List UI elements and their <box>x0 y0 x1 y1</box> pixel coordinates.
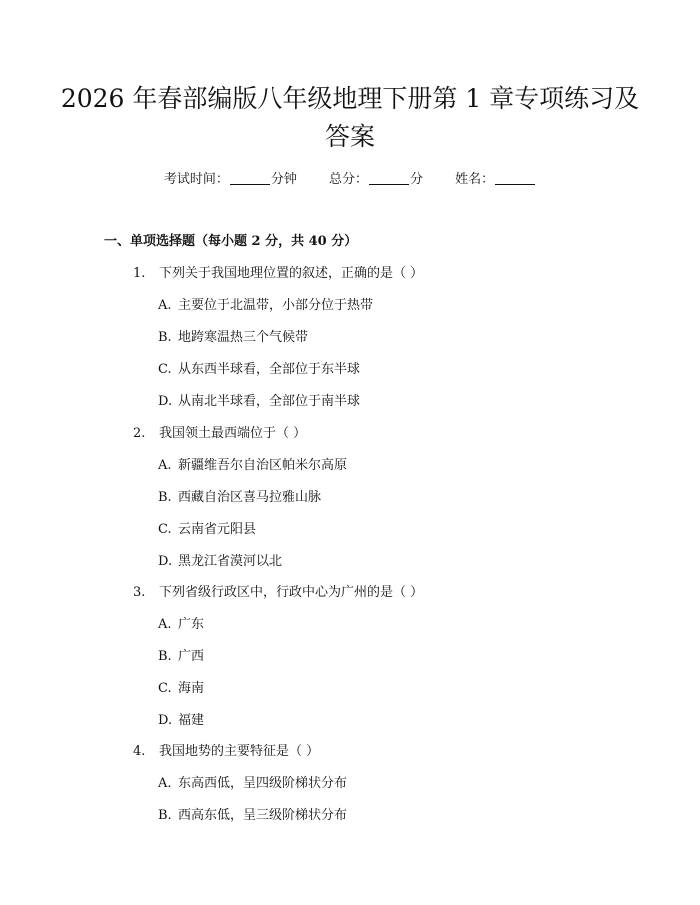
total-score-field <box>329 172 427 187</box>
question-text: 下列省级行政区中，行政中心为广州的是（ ） <box>159 585 424 600</box>
page-title: 2026 年春部编版八年级地理下册第 1 章专项练习及答案 <box>60 84 640 151</box>
option-letter: D. <box>158 394 173 409</box>
option-letter: D. <box>158 713 173 728</box>
question-number: 4. <box>133 744 146 759</box>
option-letter: A. <box>158 298 172 313</box>
option-text: 西藏自治区喜马拉雅山脉 <box>178 490 322 505</box>
option-letter: B. <box>158 330 172 345</box>
name-label: 姓名： <box>455 172 495 187</box>
total-score-unit: 分 <box>410 172 424 187</box>
question-3 <box>133 581 423 600</box>
option-letter: C. <box>158 362 172 377</box>
option-text: 广东 <box>178 617 205 632</box>
option-text: 从南北半球看，全部位于南半球 <box>178 394 361 409</box>
option-2b <box>158 486 321 505</box>
question-text: 我国地势的主要特征是（ ） <box>159 744 320 759</box>
option-text: 广西 <box>178 649 205 664</box>
question-number: 2. <box>133 426 146 441</box>
option-letter: B. <box>158 490 172 505</box>
exam-time-blank <box>230 172 270 185</box>
option-letter: C. <box>158 522 172 537</box>
option-text: 地跨寒温热三个气候带 <box>178 330 309 345</box>
option-letter: C. <box>158 681 172 696</box>
option-text: 云南省元阳县 <box>178 522 257 537</box>
option-letter: D. <box>158 554 173 569</box>
option-letter: B. <box>158 808 172 823</box>
option-text: 主要位于北温带，小部分位于热带 <box>178 298 374 313</box>
exam-time-unit: 分钟 <box>270 172 297 187</box>
option-letter: A. <box>158 617 172 632</box>
total-score-label: 总分： <box>328 172 368 187</box>
option-text: 西高东低，呈三级阶梯状分布 <box>178 808 348 823</box>
question-number: 1. <box>133 266 146 281</box>
section-heading: 一、单项选择题（每小题 2 分，共 40 分） <box>104 234 358 249</box>
exam-time-field <box>164 172 301 187</box>
name-blank <box>495 172 535 185</box>
question-number: 3. <box>133 585 146 600</box>
option-letter: A. <box>158 776 172 791</box>
option-3a <box>158 613 204 632</box>
option-letter: B. <box>158 649 172 664</box>
option-3c <box>158 677 204 696</box>
exam-meta-line <box>0 168 700 187</box>
option-text: 黑龙江省漠河以北 <box>178 554 283 569</box>
option-1b <box>158 326 308 345</box>
option-text: 从东西半球看，全部位于东半球 <box>178 362 361 377</box>
option-letter: A. <box>158 458 172 473</box>
option-2c <box>158 518 256 537</box>
option-text: 东高西低，呈四级阶梯状分布 <box>178 776 348 791</box>
option-3d <box>158 709 204 728</box>
option-text: 海南 <box>178 681 205 696</box>
question-text: 下列关于我国地理位置的叙述，正确的是（ ） <box>159 266 424 281</box>
option-2a <box>158 454 347 473</box>
option-1c <box>158 358 360 377</box>
name-field <box>455 172 536 187</box>
option-3b <box>158 645 204 664</box>
option-text: 新疆维吾尔自治区帕米尔高原 <box>178 458 348 473</box>
option-4b <box>158 804 347 823</box>
option-2d <box>158 550 282 569</box>
option-text: 福建 <box>178 713 205 728</box>
total-score-blank <box>369 172 409 185</box>
question-2 <box>133 422 306 441</box>
question-text: 我国领土最西端位于（ ） <box>159 426 307 441</box>
option-1a <box>158 294 373 313</box>
option-1d <box>158 390 360 409</box>
exam-time-label: 考试时间： <box>163 172 229 187</box>
option-4a <box>158 772 347 791</box>
question-1 <box>133 262 423 281</box>
question-4 <box>133 740 319 759</box>
